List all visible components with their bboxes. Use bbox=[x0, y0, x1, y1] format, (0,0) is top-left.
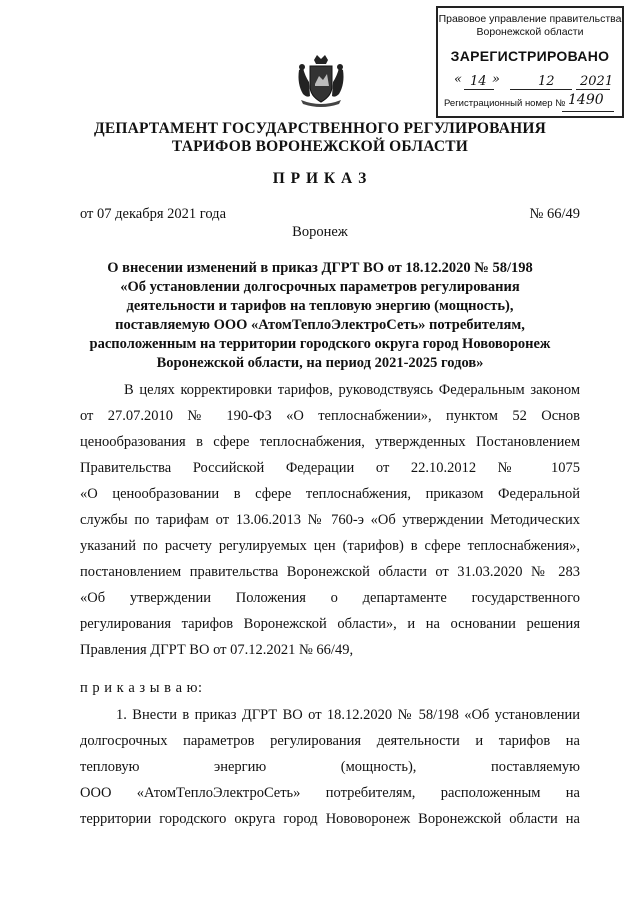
order-date: от 07 декабря 2021 года bbox=[80, 206, 226, 222]
preamble-line: Правления ДГРТ ВО от 07.12.2021 № 66/49, bbox=[80, 642, 354, 658]
department-name-line1: ДЕПАРТАМЕНТ ГОСУДАРСТВЕННОГО РЕГУЛИРОВАНИЯ bbox=[93, 120, 547, 137]
item-line: 1. Внести в приказ ДГРТ ВО от 18.12.2020 № 58/198 «Об установлении bbox=[116, 707, 580, 723]
subject-line: «Об установлении долгосрочных параметров регулирования bbox=[120, 279, 520, 295]
item-line: ООО «АтомТеплоЭлектроСеть» потребителям, расположенным на bbox=[80, 785, 580, 801]
city: Воронеж bbox=[292, 224, 348, 240]
coat-of-arms-icon bbox=[293, 54, 349, 108]
subject-line: деятельности и тарифов на тепловую энергию (мощность), bbox=[126, 298, 514, 314]
preamble-line: «О ценообразовании в сфере теплоснабжения, приказом Федеральной bbox=[80, 486, 580, 502]
preamble-paragraph bbox=[80, 377, 580, 663]
preamble-line: В целях корректировки тарифов, руководствуясь Федеральным законом bbox=[124, 382, 580, 398]
stamp-year: 2021 bbox=[580, 74, 614, 89]
preamble-line: службы по тарифам от 13.06.2013 № 760-э «Об утверждении Методических bbox=[80, 512, 580, 528]
document-type: П Р И К А З bbox=[272, 170, 368, 187]
preamble-line: постановлением правительства Воронежской области от 31.03.2020 № 283 bbox=[80, 564, 580, 580]
order-item-1 bbox=[80, 702, 580, 832]
preamble-line: Правительства Российской Федерации от 22.10.2012 № 1075 bbox=[80, 460, 580, 476]
order-word: п р и к а з ы в а ю: bbox=[80, 680, 203, 696]
stamp-month: 12 bbox=[538, 74, 555, 89]
stamp-authority-line1: Правовое управление правительства bbox=[438, 13, 622, 25]
department-name-line2: ТАРИФОВ ВОРОНЕЖСКОЙ ОБЛАСТИ bbox=[171, 138, 469, 155]
item-line: территории городского округа город Нововоронеж Воронежской области на bbox=[80, 811, 580, 827]
stamp-registered: ЗАРЕГИСТРИРОВАНО bbox=[450, 48, 610, 64]
subject-line: расположенным на территории городского округа город Нововоронеж bbox=[89, 336, 551, 352]
preamble-line: «Об утверждении Положения о департаменте государственного bbox=[80, 590, 580, 606]
order-subject bbox=[0, 259, 640, 373]
stamp-reg-number-row bbox=[444, 92, 616, 109]
preamble-line: от 27.07.2010 № 190-ФЗ «О теплоснабжении», пунктом 52 Основ bbox=[80, 408, 580, 424]
order-number: № 66/49 bbox=[529, 206, 580, 222]
preamble-line: ценообразования в сфере теплоснабжения, утвержденных Постановлением bbox=[80, 434, 580, 450]
subject-line: Воронежской области, на период 2021-2025 годов» bbox=[156, 355, 484, 371]
registration-stamp: Правовое управление правительства Воронежской области ЗАРЕГИСТРИРОВАНО « 14 » 12 2021 Регистрационный номер № 1490 bbox=[436, 6, 624, 118]
preamble-line: регулирования тарифов Воронежской области», и на основании решения bbox=[80, 616, 580, 632]
subject-line: поставляемую ООО «АтомТеплоЭлектроСеть» потребителям, bbox=[115, 317, 525, 333]
preamble-line: указаний по расчету регулируемых цен (тарифов) в сфере теплоснабжения», bbox=[80, 538, 580, 554]
stamp-day: 14 bbox=[470, 74, 487, 89]
stamp-reg-number: 1490 bbox=[568, 92, 604, 108]
item-line: долгосрочных параметров регулирования деятельности и тарифов на bbox=[80, 733, 580, 749]
item-line: тепловую энергию (мощность), поставляемую bbox=[80, 759, 580, 775]
stamp-authority-line2: Воронежской области bbox=[476, 26, 584, 38]
stamp-reg-number-label: Регистрационный номер № bbox=[444, 98, 566, 109]
subject-line: О внесении изменений в приказ ДГРТ ВО от 18.12.2020 № 58/198 bbox=[107, 260, 533, 276]
